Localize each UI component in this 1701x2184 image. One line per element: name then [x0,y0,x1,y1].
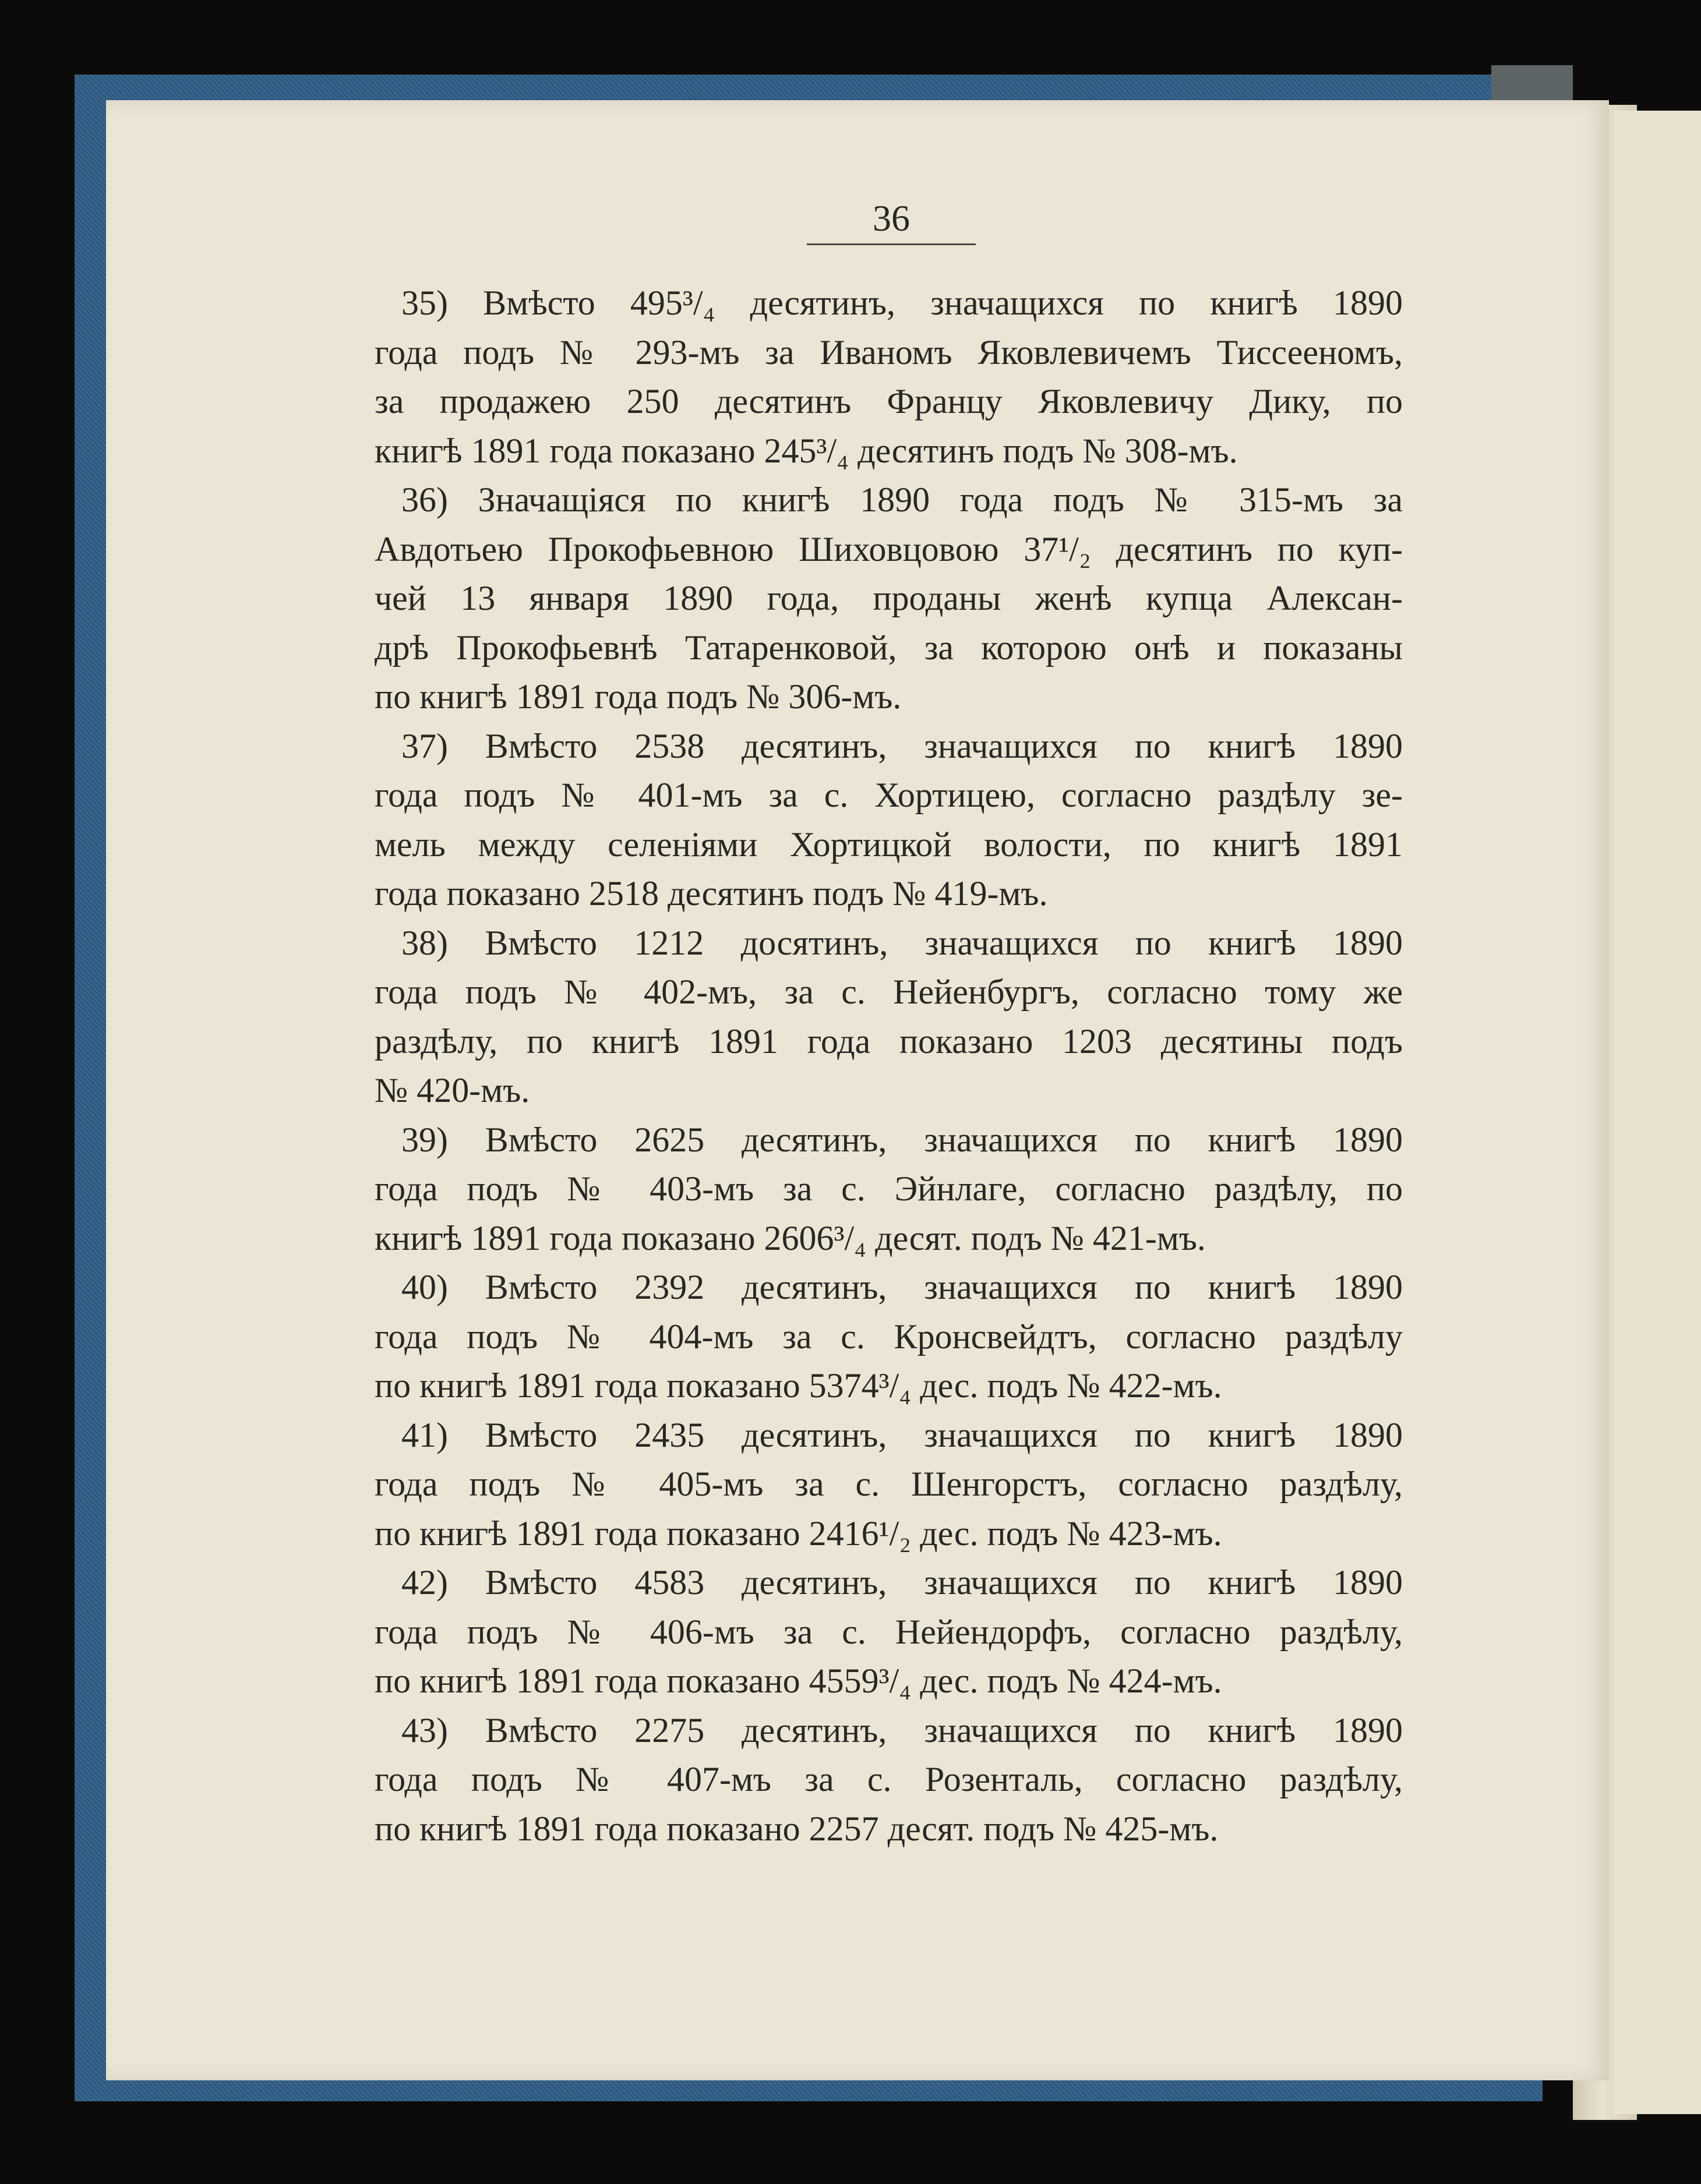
ledger-entry [375,1558,1403,1706]
entry-line: года подъ № 404-мъ за с. Кронсвейдтъ, согласно раздѣлу [375,1317,1403,1356]
page-number: 36 [873,197,910,239]
ledger-entry [375,1263,1403,1411]
entry-line: 38) Вмѣсто 1212 досятинъ, значащихся по книгѣ 1890 [401,923,1403,962]
entry-line: года подъ № 407-мъ за с. Розенталь, согласно раздѣлу, [375,1760,1403,1798]
entry-line: года подъ № 405-мъ за с. Шенгорстъ, согласно раздѣлу, [375,1465,1403,1503]
entry-line: 42) Вмѣсто 4583 десятинъ, значащихся по книгѣ 1890 [401,1563,1403,1602]
ledger-entry [375,278,1403,475]
entry-line: мель между селеніями Хортицкой волости, по книгѣ 1891 [375,825,1403,864]
ledger-entry [375,1115,1403,1263]
entry-line: года подъ № 401-мъ за с. Хортицею, согласно раздѣлу зе- [375,776,1403,814]
entry-line: года подъ № 406-мъ за с. Нейендорфъ, согласно раздѣлу, [375,1612,1403,1651]
page-body-text [375,278,1403,1853]
entry-line: 37) Вмѣсто 2538 десятинъ, значащихся по книгѣ 1890 [401,726,1403,765]
entry-line: 36) Значащіяся по книгѣ 1890 года подъ № 315-мъ за [401,480,1403,519]
entry-line: Авдотьею Прокофьевною Шиховцовою 37¹/₂ десятинъ по куп- [375,529,1403,568]
entry-line: года подъ № 403-мъ за с. Эйнлаге, согласно раздѣлу, по [375,1169,1403,1208]
entry-line: по книгѣ 1891 года показано 5374³/₄ дес. подъ № 422-мъ. [375,1366,1222,1405]
ledger-entry [375,1411,1403,1559]
entry-line: раздѣлу, по книгѣ 1891 года показано 1203 десятины подъ [375,1022,1403,1061]
entry-line: по книгѣ 1891 года показано 2257 десят. подъ № 425-мъ. [375,1809,1219,1848]
entry-line: чей 13 января 1890 года, проданы женѣ купца Алексан- [375,579,1403,617]
cover-spine-edge [1491,65,1573,100]
entry-line: года показано 2518 десятинъ подъ № 419-мъ. [375,874,1048,913]
entry-line: по книгѣ 1891 года показано 4559³/₄ дес. подъ № 424-мъ. [375,1662,1222,1700]
entry-line: книгѣ 1891 года показано 245³/₄ десятинъ подъ № 308-мъ. [375,431,1238,470]
entry-line: за продажею 250 десятинъ Францу Яковлевичу Дику, по [375,382,1403,420]
entry-line: книгѣ 1891 года показано 2606³/₄ десят. подъ № 421-мъ. [375,1218,1206,1257]
ledger-entry [375,1706,1403,1854]
entry-line: 43) Вмѣсто 2275 десятинъ, значащихся по книгѣ 1890 [401,1711,1403,1750]
entry-line: 40) Вмѣсто 2392 десятинъ, значащихся по книгѣ 1890 [401,1268,1403,1306]
entry-line: 41) Вмѣсто 2435 десятинъ, значащихся по книгѣ 1890 [401,1415,1403,1454]
entry-line: года подъ № 402-мъ, за с. Нейенбургъ, согласно тому же [375,973,1403,1011]
entry-line: 35) Вмѣсто 495³/₄ десятинъ, значащихся по книгѣ 1890 [401,284,1403,322]
entry-line: года подъ № 293-мъ за Иваномъ Яковлевичемъ Тиссееномъ, [375,333,1403,372]
ledger-entry [375,722,1403,918]
entry-line: по книгѣ 1891 года показано 2416¹/₂ дес. подъ № 423-мъ. [375,1514,1222,1553]
facing-page-edge [1614,111,1701,2114]
ledger-entry [375,918,1403,1115]
entry-line: № 420-мъ. [375,1071,530,1109]
page-number-rule [807,243,976,245]
entry-line: по книгѣ 1891 года подъ № 306-мъ. [375,677,902,716]
entry-line: 39) Вмѣсто 2625 десятинъ, значащихся по книгѣ 1890 [401,1120,1403,1159]
ledger-entry [375,475,1403,722]
entry-line: дрѣ Прокофьевнѣ Татаренковой, за которою онѣ и показаны [375,628,1403,667]
